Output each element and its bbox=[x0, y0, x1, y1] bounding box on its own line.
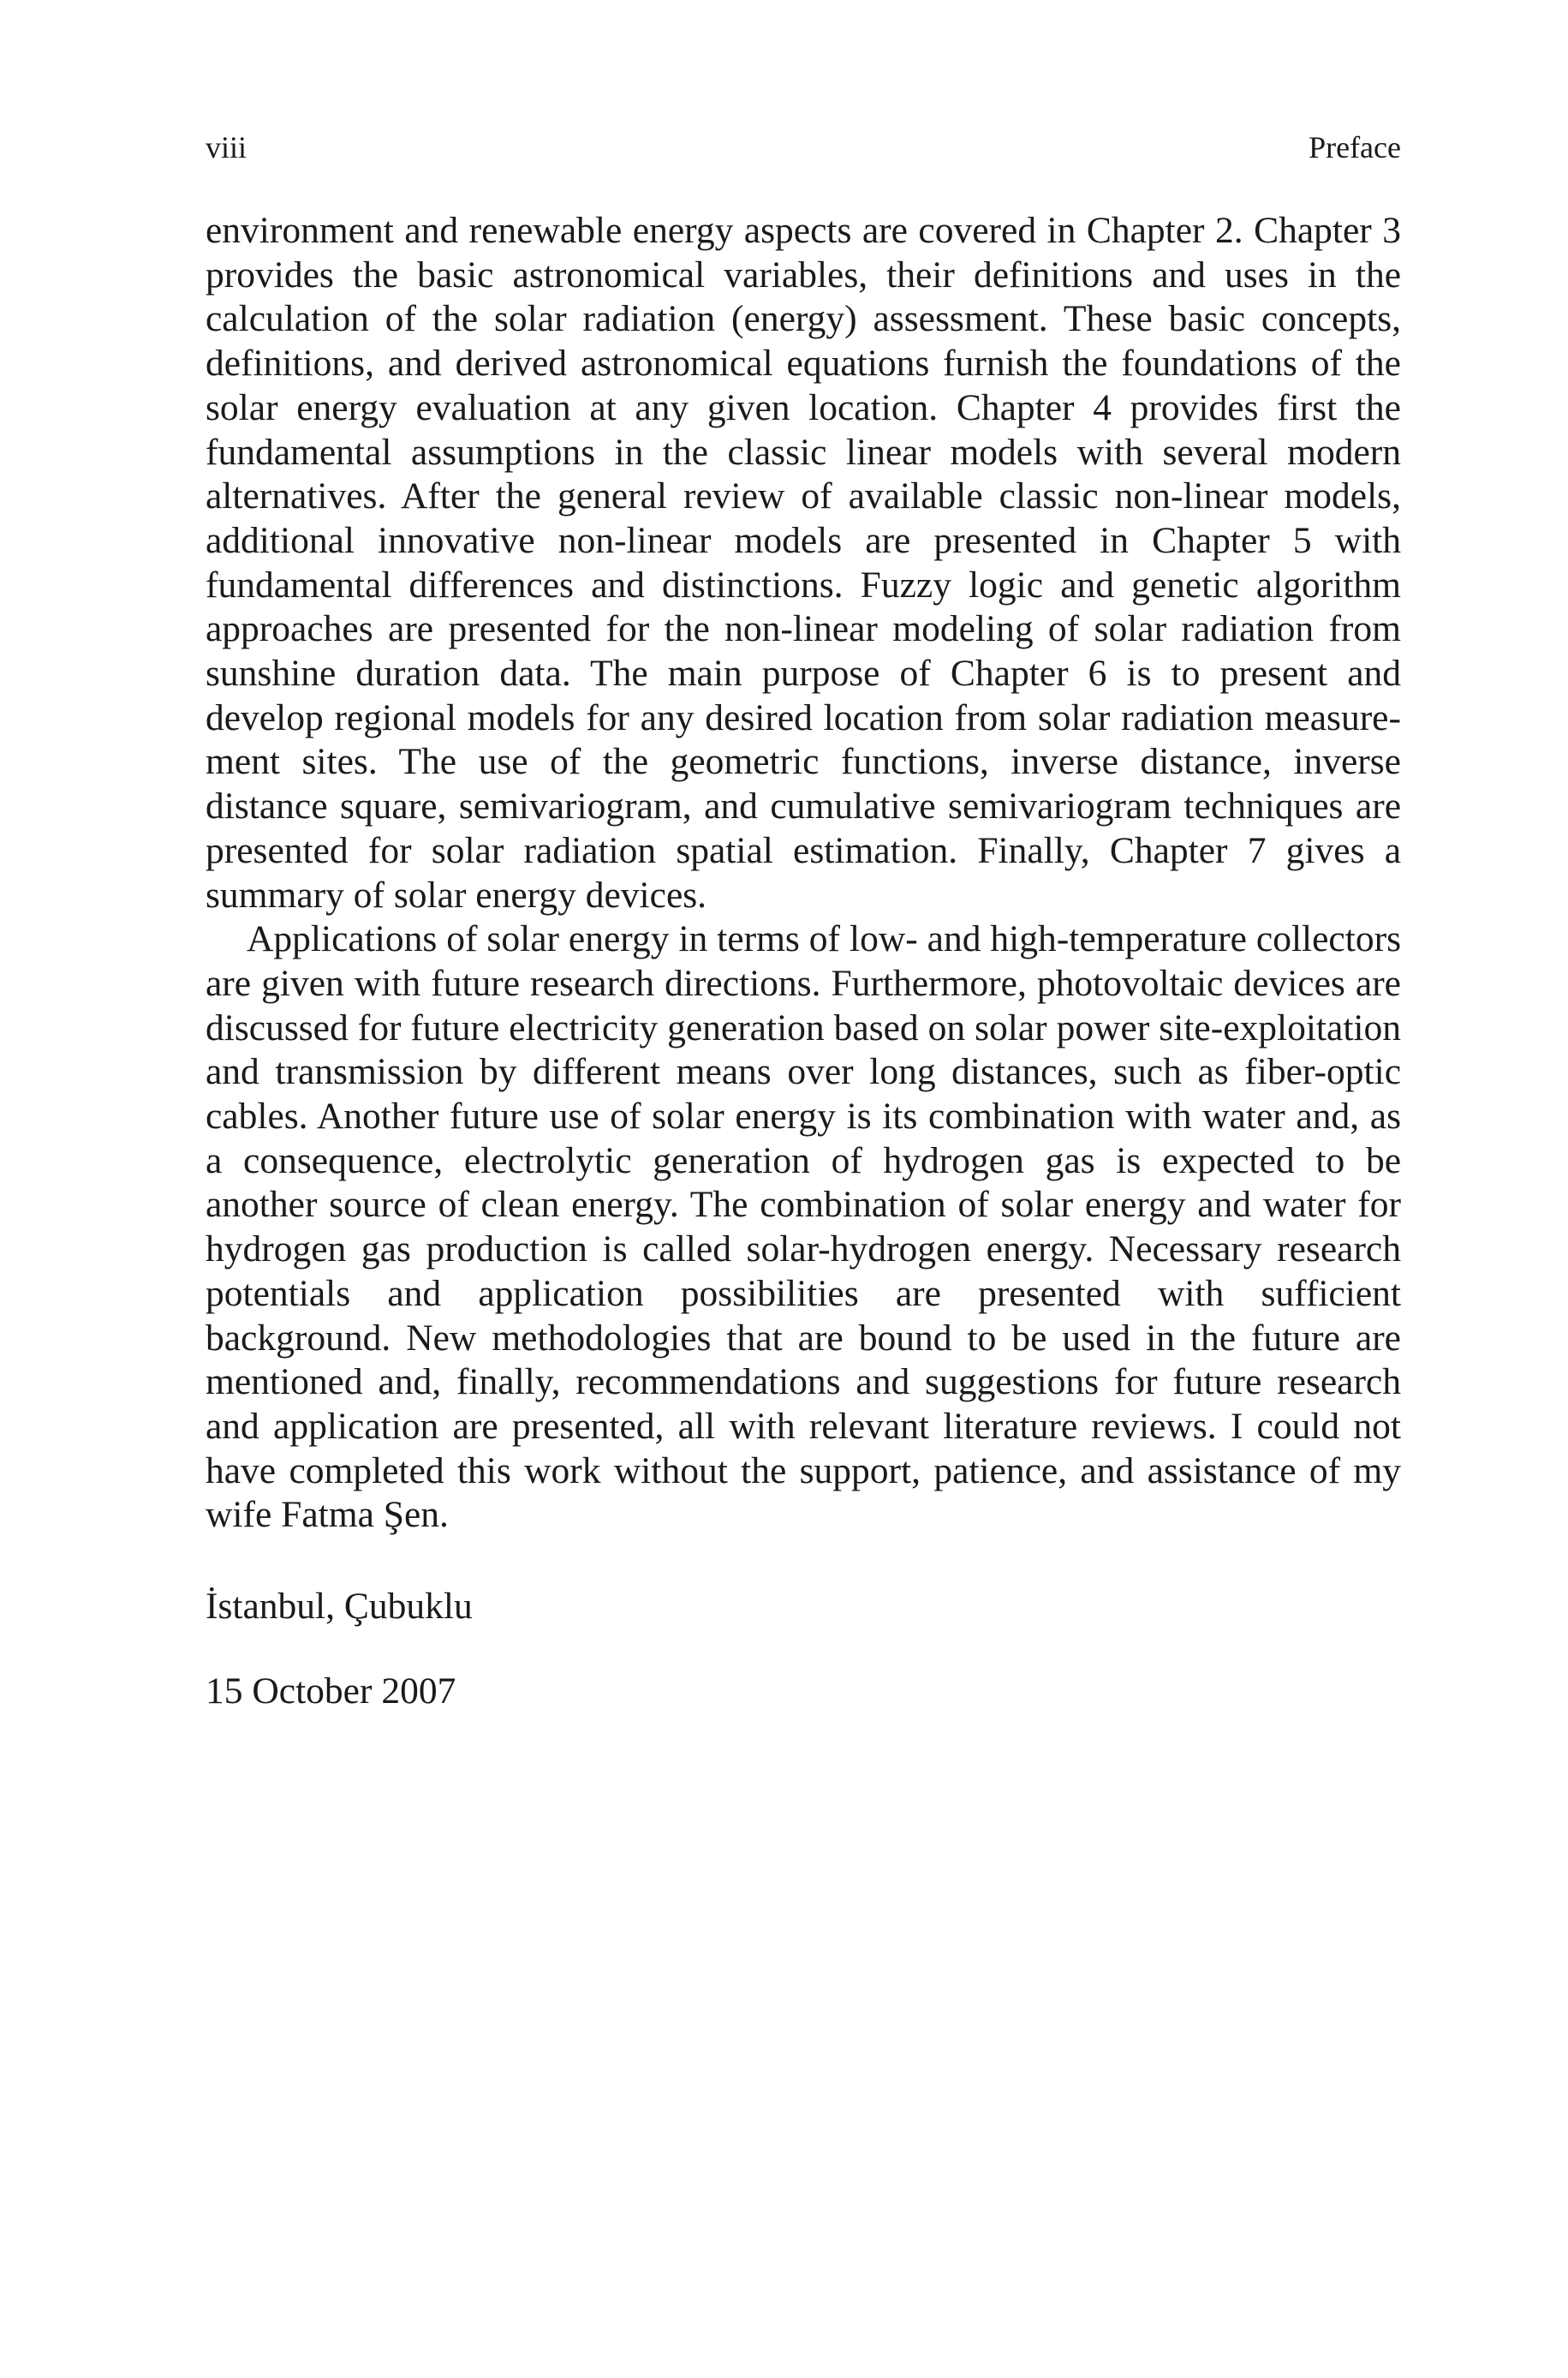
paragraph-continuation: environment and renewable energy aspects are covered in Chapter 2. Chapter 3 provides the basic astronomical variables, their definitions and uses in the calculation of the solar radiation (energy) assessment. These basic concepts, definitions, and derived astronomical equations furnish the foundations of the solar energy evaluation at any given location. Chapter 4 provides first the fundamental assumptions in the classic linear models with several modern alternatives. After the general review of available classic non-linear models, additional innovative non-linear models are presented in Chapter 5 with fundamental differences and distinctions. Fuzzy logic and genetic algorithm approaches are presented for the non-linear modeling of solar radiation from sunshine duration data. The main purpose of Chapter 6 is to present and develop regional models for any desired location from solar radiation measurement sites. The use of the geometric functions, inverse distance, inverse distance square, semivariogram, and cumulative semivariogram techniques are presented for solar radiation spatial estimation. Finally, Chapter 7 gives a summary of solar energy devices. bbox=[206, 210, 1401, 916]
signoff-place: İstanbul, Çubuklu bbox=[206, 1586, 473, 1628]
body-text bbox=[206, 209, 1401, 1538]
running-head bbox=[206, 128, 1401, 166]
page-number: viii bbox=[206, 130, 247, 164]
paragraph-applications: Applications of solar energy in terms of low- and high-temperature collectors are given with future research directions. Furthermore, photovoltaic devices are discussed for future electricity generation based on solar power site-exploitation and transmission by different means over long distances, such as fiber-optic cables. Another future use of solar energy is its combination with water and, as a consequence, electrolytic generation of hydrogen gas is expected to be another source of clean energy. The combination of solar energy and water for hydrogen gas production is called solar-hydrogen energy. Necessary research potentials and application possibilities are presented with sufficient background. New methodologies that are bound to be used in the future are mentioned and, finally, recommendations and suggestions for future research and application are presented, all with relevant literature reviews. I could not have completed this work without the support, patience, and assistance of my wife Fatma Şen. bbox=[206, 918, 1401, 1536]
running-title: Preface bbox=[1309, 130, 1401, 164]
signoff-date: 15 October 2007 bbox=[206, 1670, 456, 1712]
book-page bbox=[206, 128, 1401, 1713]
